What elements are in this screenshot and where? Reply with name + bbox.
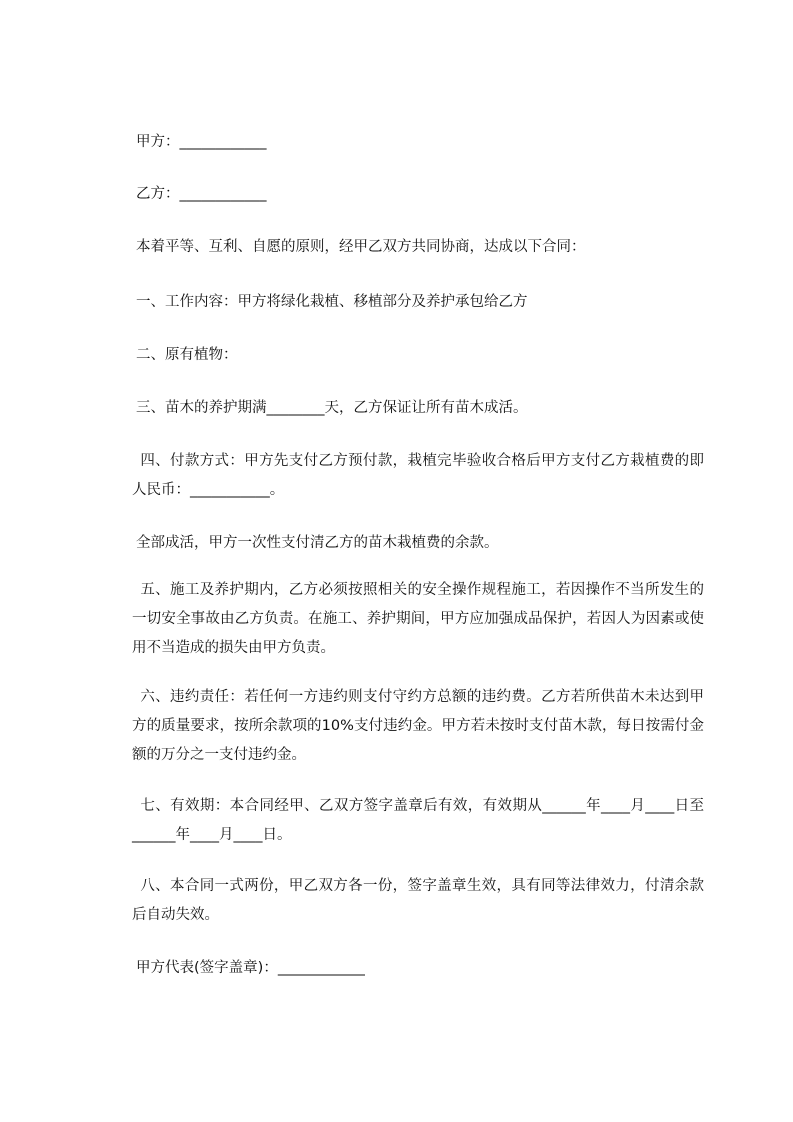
clause-4-text: 四、付款方式：甲方先支付乙方预付款，栽植完毕验收合格后甲方支付乙方栽植费的即人民币：___________。 (132, 453, 704, 498)
party-b-line: 乙方：____________ (136, 186, 267, 202)
clause-3: 三、苗木的养护期满________天，乙方保证让所有苗木成活。 (136, 400, 528, 416)
clause-1: 一、工作内容：甲方将绿化栽植、移植部分及养护承包给乙方 (136, 294, 528, 310)
clause-6 (132, 683, 704, 770)
clause-8 (132, 872, 704, 930)
clause-7-text: 七、有效期：本合同经甲、乙双方签字盖章后有效，有效期从______年____月____日至______年____月____日。 (132, 798, 704, 843)
clause-5-text: 五、施工及养护期内，乙方必须按照相关的安全操作规程施工，若因操作不当所发生的一切安全事故由乙方负责。在施工、养护期间，甲方应加强成品保护，若因人为因素或使用不当造成的损失由甲方负责。 (132, 582, 704, 656)
clause-5 (132, 576, 704, 663)
signature-party-a: 甲方代表(签字盖章)：____________ (136, 960, 365, 976)
clause-8-text: 八、本合同一式两份，甲乙双方各一份，签字盖章生效，具有同等法律效力，付清余款后自动失效。 (132, 878, 704, 923)
clause-7 (132, 792, 704, 850)
party-a-line: 甲方：____________ (136, 134, 267, 150)
clause-6-text: 六、违约责任：若任何一方违约则支付守约方总额的违约费。乙方若所供苗木未达到甲方的质量要求，按所余款项的10%支付违约金。甲方若未按时支付苗木款，每日按需付金额的万分之一支付违约金。 (132, 689, 704, 763)
clause-4-continuation: 全部成活，甲方一次性支付清乙方的苗木栽植费的余款。 (136, 535, 499, 551)
intro-paragraph: 本着平等、互利、自愿的原则，经甲乙双方共同协商，达成以下合同： (136, 239, 586, 255)
clause-2: 二、原有植物： (136, 347, 238, 363)
clause-4 (132, 447, 704, 505)
